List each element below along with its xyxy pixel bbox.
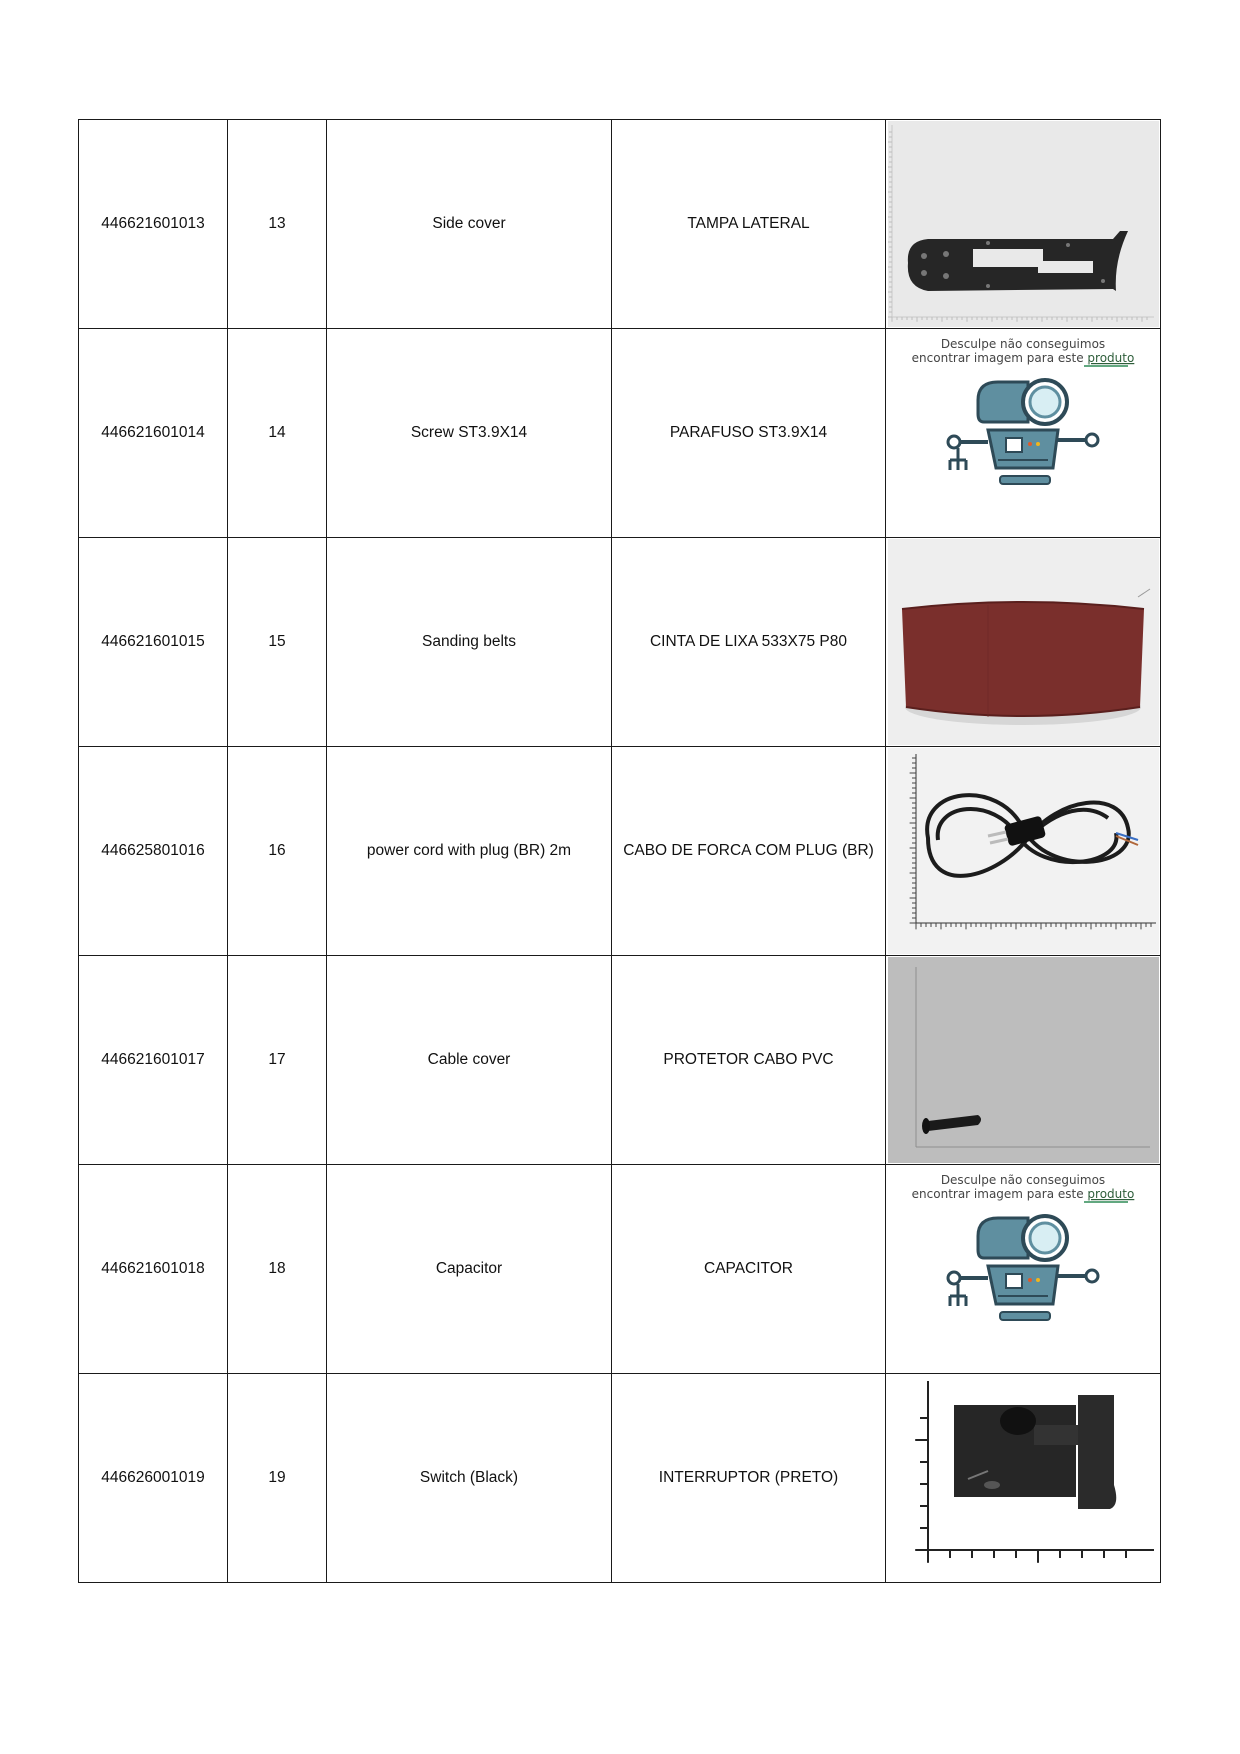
position-number: 16 [228, 747, 327, 956]
description-pt: TAMPA LATERAL [612, 120, 886, 329]
robot-icon [948, 1216, 1098, 1320]
table-row [79, 538, 1161, 747]
description-pt: INTERRUPTOR (PRETO) [612, 1374, 886, 1583]
switch-photo [888, 1375, 1159, 1581]
position-number: 15 [228, 538, 327, 747]
part-code: 446621601015 [79, 538, 228, 747]
position-number: 19 [228, 1374, 327, 1583]
position-number: 17 [228, 956, 327, 1165]
placeholder-text-line1: Desculpe não conseguimos [940, 1173, 1105, 1187]
description-en: Screw ST3.9X14 [327, 329, 612, 538]
description-en: Switch (Black) [327, 1374, 612, 1583]
description-pt: CAPACITOR [612, 1165, 886, 1374]
part-code: 446621601018 [79, 1165, 228, 1374]
table-row [79, 329, 1161, 538]
description-pt: CINTA DE LIXA 533X75 P80 [612, 538, 886, 747]
part-code: 446621601014 [79, 329, 228, 538]
part-image-cell [886, 747, 1161, 956]
part-image-cell [886, 956, 1161, 1165]
table-row [79, 1374, 1161, 1583]
parts-table [78, 119, 1161, 1583]
part-image-cell [886, 1374, 1161, 1583]
description-en: Cable cover [327, 956, 612, 1165]
part-code: 446626001019 [79, 1374, 228, 1583]
sanding-belt-photo [888, 539, 1159, 745]
cable-cover-photo [888, 957, 1159, 1163]
part-image-cell [886, 538, 1161, 747]
description-en: Side cover [327, 120, 612, 329]
description-pt: PARAFUSO ST3.9X14 [612, 329, 886, 538]
part-code: 446621601017 [79, 956, 228, 1165]
description-en: Capacitor [327, 1165, 612, 1374]
placeholder-text-line1: Desculpe não conseguimos [940, 337, 1105, 351]
part-code: 446625801016 [79, 747, 228, 956]
no-image-placeholder [888, 330, 1159, 536]
description-en: power cord with plug (BR) 2m [327, 747, 612, 956]
table-row [79, 120, 1161, 329]
description-pt: CABO DE FORCA COM PLUG (BR) [612, 747, 886, 956]
description-en: Sanding belts [327, 538, 612, 747]
table-row [79, 747, 1161, 956]
position-number: 14 [228, 329, 327, 538]
part-image-cell [886, 329, 1161, 538]
side-cover-photo [888, 121, 1159, 327]
robot-icon [948, 380, 1098, 484]
table-row [79, 956, 1161, 1165]
part-code: 446621601013 [79, 120, 228, 329]
position-number: 18 [228, 1165, 327, 1374]
position-number: 13 [228, 120, 327, 329]
placeholder-text-line2: encontrar imagem para este produto [911, 351, 1134, 365]
power-cord-photo [888, 748, 1159, 954]
description-pt: PROTETOR CABO PVC [612, 956, 886, 1165]
no-image-placeholder [888, 1166, 1159, 1372]
part-image-cell [886, 1165, 1161, 1374]
part-image-cell [886, 120, 1161, 329]
placeholder-text-line2: encontrar imagem para este produto [911, 1187, 1134, 1201]
table-row [79, 1165, 1161, 1374]
